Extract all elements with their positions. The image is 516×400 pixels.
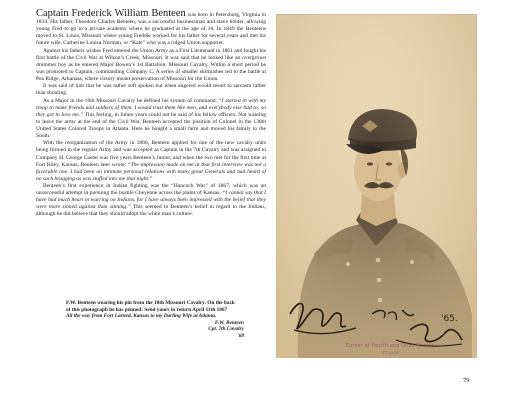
page-number: 79 — [463, 377, 470, 384]
caption-signature: F.W. Benteen — [214, 319, 244, 326]
studio-imprint-city: ST. LOUIS. — [381, 351, 401, 355]
quote: “I cannot say that I have had much heart in warring on Indians, for I have always been impressed with the belief that they were more sinned against than sinning.” — [36, 190, 267, 211]
caption-line: of this photograph he has penned: Send yours in return April 11th 1867 — [66, 306, 228, 313]
carte-de-visite-photo — [276, 14, 477, 358]
handwritten-signature — [276, 14, 477, 358]
biography-column — [36, 10, 266, 219]
caption-line: All the way from Fort Larned, Kansas to my Darling Wife at Atlanta. — [66, 313, 217, 319]
quote: “The impression made on me at that first interview was not a favorable one. I had been on intimate personal relations with many great Generals and had heard of no such bragging as was stuffed into me that night.” — [36, 161, 266, 182]
bio-paragraph-3: It was said of him that he was rather soft spoken but when angered would resort to sarcasm rather than shouting. — [36, 83, 266, 97]
caption-line: F.W. Benteen wearing his pin from the 10th Missouri Cavalry. On the back — [66, 300, 235, 306]
quote: “I started in with my troop to make friends and soldiers of them. I would trust them like men, and everybody else had to; so they got to love me.” — [36, 97, 266, 118]
caption-signature: '68 — [237, 332, 244, 339]
photo-caption — [66, 300, 250, 339]
bio-paragraph-2: Against his fathers wishes Fred entered the Union Army as a First Lieutenant in 1861 and fought his first battle of the Civil War at Wilson’s Creek, Missouri. It was said that he looked like an overgrown drummer boy as he entered Major Bowen’s 1st Battalion, Missouri Cavalry. Within a short period he was promoted to Captain, commanding Company C. A series of smaller skirmishes led to the battle at Pea Ridge, Arkansas, where victory meant preservation of Missouri for the Union. — [36, 47, 266, 82]
biography-text — [36, 10, 266, 218]
bio-paragraph-5: With the reorganization of the Army in 1866, Benteen applied for one of the new cavalry units being formed in the regular Army and was accepted as Captain in the 7th Cavalry and was assigned to Company H. George Custer was five years Benteen’s Junior, and when the two met for the first time at Fort Riley, Kansas, Benteen later wrote: “The impression made on me at that first interview was not a favorable one. I had been on intimate personal relations with many great Generals and had heard of no such bragging as was stuffed into me that night.” — [36, 140, 266, 182]
bio-paragraph-1: Captain Frederick William Benteen was born in Petersburg, Virginia in 1834. His father, Theodore Charles Benteen, was a successful businessman and slave holder, allowing young Fred to go to a private academy where he graduated at the age of 16. In 1849 the Benteens moved to St. Louis, Missouri where young Freddie worked for his father for several years and met his future wife, Catherine Louisa Norman, or “Kate” who was a ridged Union supporter. — [36, 8, 266, 47]
bio-paragraph-4: As a Major in the 10th Missouri Cavalry he defined his system of command, “I started in with my troop to make friends and soldiers of them. I would trust them like men, and everybody else had to; so they got to love me.” This feeling, in future years could not be said of his fellow officers. Not wanting to leave the army at the end of the Civil War, Benteen accepted the position of Colonel in the 138th United States Colored Troops in Atlanta. Here he bought a small farm and moved his family to the South. — [36, 97, 266, 139]
caption-signature: Cpt. 7th Cavalry — [208, 326, 244, 332]
bio-paragraph-6: Benteen’s first experience in Indian fighting was the “Hancock War” of 1867, which was an unsuccessful attempt in pursuing the hostile Cheyenne across the plains of Kansas. “I cannot say that I have had much heart in warring on Indians, for I have always been impressed with the belief that they were more sinned against than sinning.” This seemed to Benteen’s belief in regard to the Indians, although he did believe that they should adopt the white man’s culture. — [36, 183, 267, 218]
subject-name: Captain Frederick William Benteen — [36, 8, 186, 19]
studio-imprint: Corner of Fourth and Olive Streets, — [345, 344, 437, 349]
year-annotation: '65. — [441, 314, 458, 324]
